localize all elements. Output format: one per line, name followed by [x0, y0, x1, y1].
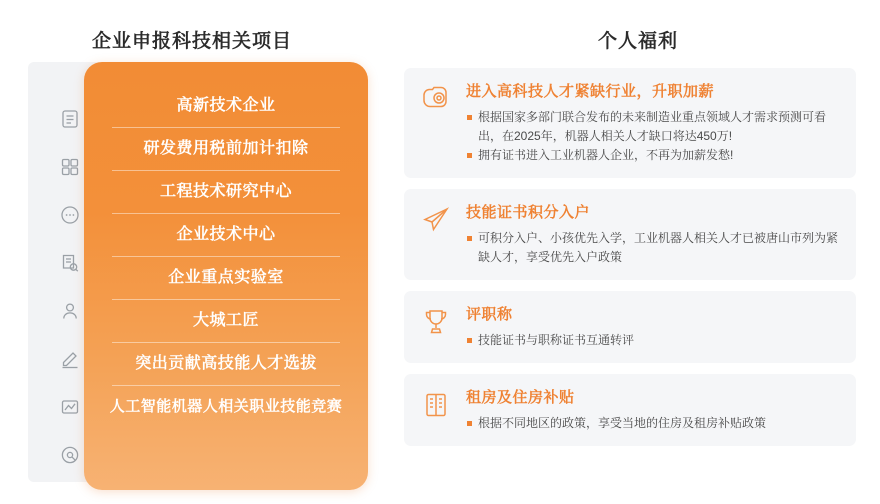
program-item[interactable]: 人工智能机器人相关职业技能竞赛	[84, 385, 368, 428]
chart-icon	[59, 396, 81, 418]
benefit-title: 进入高科技人才紧缺行业，升职加薪	[466, 83, 715, 100]
page-title-left: 企业申报科技相关项目	[92, 31, 293, 52]
program-item[interactable]: 突出贡献高技能人才选拔	[84, 342, 368, 385]
benefit-card	[404, 189, 856, 280]
paper-plane-icon	[418, 202, 454, 238]
programs-list	[84, 84, 368, 428]
sidebar-item-document[interactable]	[53, 102, 87, 136]
target-icon	[59, 444, 81, 466]
sidebar-item-edit[interactable]	[53, 342, 87, 376]
programs-card	[84, 62, 368, 490]
bullet-item: 拥有证书进入工业机器人企业，不再为加薪发愁!	[466, 146, 842, 165]
chat-bubble-icon	[59, 204, 81, 226]
benefit-title: 租房及住房补贴	[466, 389, 575, 406]
bullet-item: 技能证书与职称证书互通转评	[466, 331, 842, 350]
page-title-right: 个人福利	[598, 31, 679, 52]
benefit-bullets	[466, 229, 842, 267]
benefit-card	[404, 291, 856, 363]
user-icon	[59, 300, 81, 322]
program-item[interactable]: 工程技术研究中心	[84, 170, 368, 213]
benefit-bullets	[466, 108, 842, 165]
sidebar-item-chat[interactable]	[53, 198, 87, 232]
benefit-bullets	[466, 331, 842, 350]
benefit-bullets	[466, 414, 842, 433]
bullet-item: 根据不同地区的政策，享受当地的住房及租房补贴政策	[466, 414, 842, 433]
trophy-icon	[418, 304, 454, 340]
pencil-icon	[59, 348, 81, 370]
sidebar-item-target[interactable]	[53, 438, 87, 472]
program-item[interactable]: 研发费用税前加计扣除	[84, 127, 368, 170]
program-item[interactable]: 大城工匠	[84, 299, 368, 342]
sidebar-item-user[interactable]	[53, 294, 87, 328]
program-item[interactable]: 高新技术企业	[176, 97, 276, 114]
report-search-icon	[59, 252, 81, 274]
benefits-panel	[404, 68, 856, 457]
program-item[interactable]: 企业重点实验室	[84, 256, 368, 299]
benefit-card	[404, 374, 856, 446]
program-item[interactable]: 企业技术中心	[84, 213, 368, 256]
bullet-item: 可积分入户、小孩优先入学，工业机器人相关人才已被唐山市列为紧缺人才，享受优先入户政策	[466, 229, 842, 267]
building-icon	[418, 387, 454, 423]
document-icon	[59, 108, 81, 130]
benefit-title: 技能证书积分入户	[466, 204, 591, 221]
benefit-title: 评职称	[466, 306, 513, 323]
camera-icon	[418, 81, 454, 117]
grid-icon	[59, 156, 81, 178]
benefit-card	[404, 68, 856, 178]
sidebar-item-chart[interactable]	[53, 390, 87, 424]
sidebar-item-grid[interactable]	[53, 150, 87, 184]
sidebar-item-report[interactable]	[53, 246, 87, 280]
left-panel	[28, 62, 368, 490]
bullet-item: 根据国家多部门联合发布的未来制造业重点领域人才需求预测可看出，在2025年，机器人相关人才缺口将达450万!	[466, 108, 842, 146]
